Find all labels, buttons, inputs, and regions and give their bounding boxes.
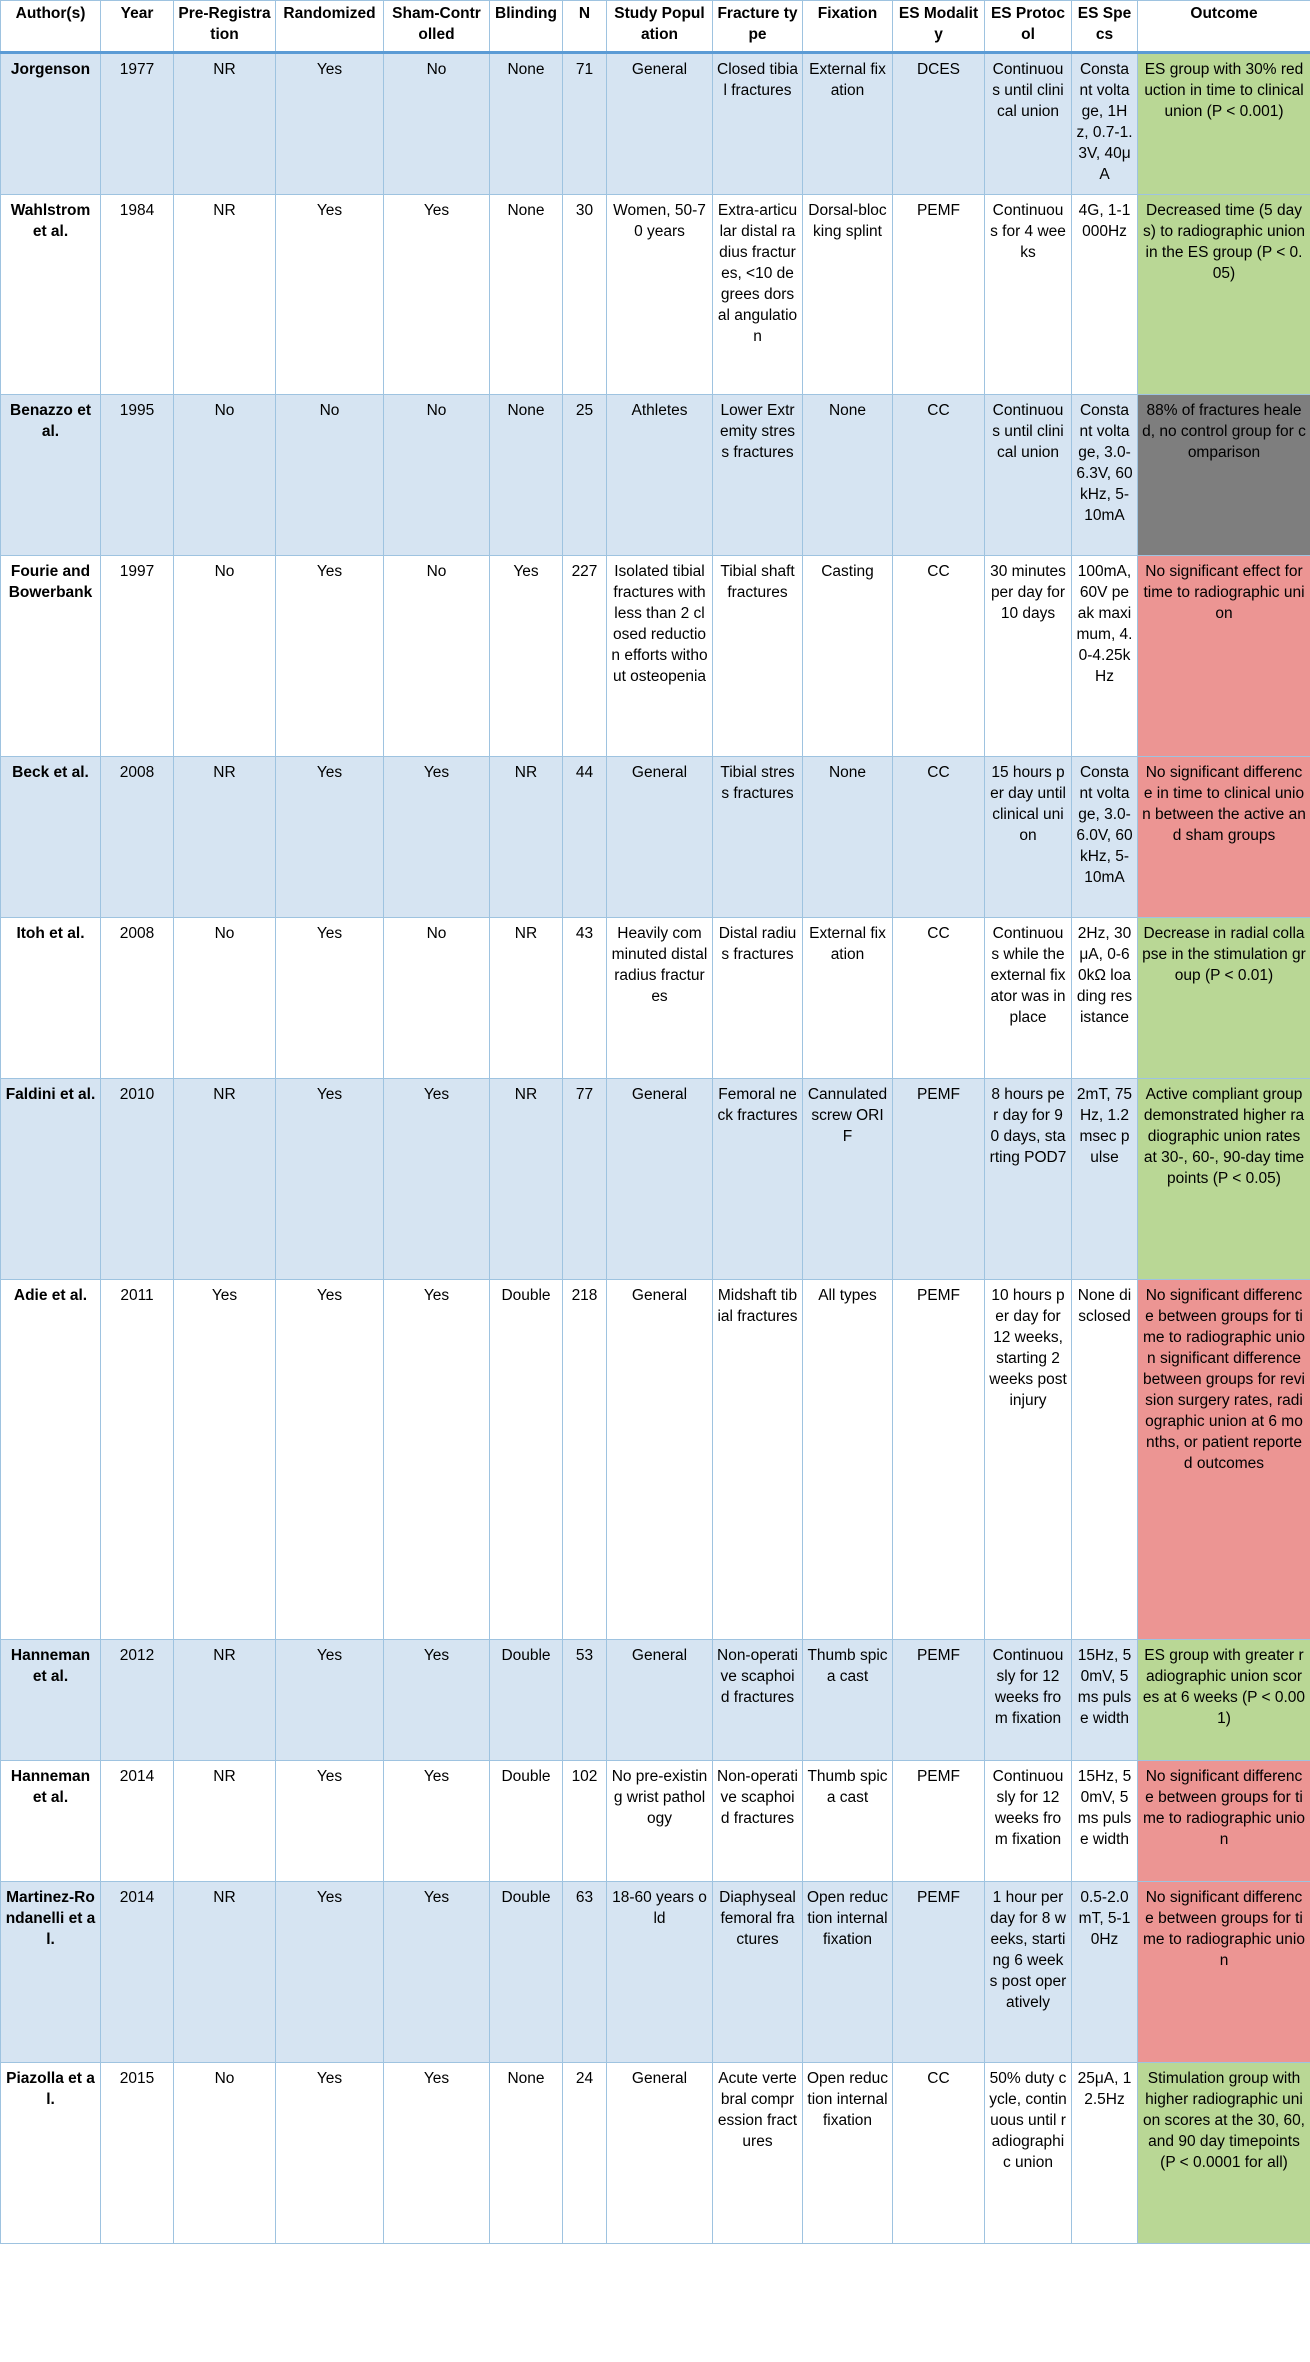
blinding-cell: None [490, 195, 563, 395]
table-row [1, 556, 1310, 757]
fracture-type-cell: Tibial stress fractures [713, 757, 803, 918]
author-cell: Hanneman et al. [1, 1761, 101, 1882]
header-fixation: Fixation [803, 1, 893, 53]
es-specs-cell: 15Hz, 50mV, 5ms pulse width [1072, 1761, 1138, 1882]
study-population-cell: General [607, 53, 713, 195]
pre-registration-cell: No [174, 395, 276, 556]
outcome-cell: No significant difference between groups for time to radiographic union [1138, 1882, 1310, 2063]
author-cell: Itoh et al. [1, 918, 101, 1079]
es-modality-cell: CC [893, 757, 985, 918]
table-row [1, 1640, 1310, 1761]
fixation-cell: Open reduction internal fixation [803, 1882, 893, 2063]
randomized-cell: No [276, 395, 384, 556]
header-fracture-type: Fracture type [713, 1, 803, 53]
blinding-cell: NR [490, 1079, 563, 1280]
table-row [1, 395, 1310, 556]
randomized-cell: Yes [276, 556, 384, 757]
es-specs-cell: 100mA, 60V peak maximum, 4.0-4.25kHz [1072, 556, 1138, 757]
n-cell: 25 [563, 395, 607, 556]
fixation-cell: All types [803, 1280, 893, 1640]
n-cell: 77 [563, 1079, 607, 1280]
n-cell: 30 [563, 195, 607, 395]
table-row [1, 1761, 1310, 1882]
es-protocol-cell: 8 hours per day for 90 days, starting POD7 [985, 1079, 1072, 1280]
es-protocol-cell: Continuous until clinical union [985, 395, 1072, 556]
fracture-type-cell: Extra-articular distal radius fractures, <10 degrees dorsal angulation [713, 195, 803, 395]
es-protocol-cell: Continuous while the external fixator was in place [985, 918, 1072, 1079]
es-modality-cell: CC [893, 395, 985, 556]
outcome-cell: Decreased time (5 days) to radiographic union in the ES group (P < 0.05) [1138, 195, 1310, 395]
blinding-cell: Yes [490, 556, 563, 757]
study-population-cell: Athletes [607, 395, 713, 556]
year-cell: 1977 [101, 53, 174, 195]
fracture-type-cell: Non-operative scaphoid fractures [713, 1761, 803, 1882]
randomized-cell: Yes [276, 1640, 384, 1761]
es-protocol-cell: Continuous until clinical union [985, 53, 1072, 195]
study-population-cell: General [607, 2063, 713, 2244]
year-cell: 2008 [101, 918, 174, 1079]
fracture-type-cell: Lower Extremity stress fractures [713, 395, 803, 556]
header-author: Author(s) [1, 1, 101, 53]
n-cell: 102 [563, 1761, 607, 1882]
es-protocol-cell: 10 hours per day for 12 weeks, starting 2 weeks post injury [985, 1280, 1072, 1640]
blinding-cell: Double [490, 1761, 563, 1882]
fixation-cell: Casting [803, 556, 893, 757]
header-es-modality: ES Modality [893, 1, 985, 53]
pre-registration-cell: No [174, 918, 276, 1079]
sham-controlled-cell: Yes [384, 195, 490, 395]
sham-controlled-cell: Yes [384, 2063, 490, 2244]
sham-controlled-cell: No [384, 918, 490, 1079]
blinding-cell: NR [490, 918, 563, 1079]
es-protocol-cell: Continuously for 12 weeks from fixation [985, 1640, 1072, 1761]
fixation-cell: Open reduction internal fixation [803, 2063, 893, 2244]
author-cell: Jorgenson [1, 53, 101, 195]
pre-registration-cell: No [174, 556, 276, 757]
es-specs-cell: 0.5-2.0mT, 5-10Hz [1072, 1882, 1138, 2063]
es-specs-cell: 2Hz, 30μA, 0-60kΩ loading resistance [1072, 918, 1138, 1079]
randomized-cell: Yes [276, 1079, 384, 1280]
blinding-cell: NR [490, 757, 563, 918]
year-cell: 1995 [101, 395, 174, 556]
fracture-type-cell: Distal radius fractures [713, 918, 803, 1079]
randomized-cell: Yes [276, 2063, 384, 2244]
header-es-specs: ES Specs [1072, 1, 1138, 53]
blinding-cell: None [490, 53, 563, 195]
es-protocol-cell: 1 hour per day for 8 weeks, starting 6 weeks post operatively [985, 1882, 1072, 2063]
author-cell: Hanneman et al. [1, 1640, 101, 1761]
table-row [1, 1280, 1310, 1640]
outcome-cell: Decrease in radial collapse in the stimulation group (P < 0.01) [1138, 918, 1310, 1079]
es-modality-cell: CC [893, 2063, 985, 2244]
pre-registration-cell: NR [174, 1079, 276, 1280]
pre-registration-cell: NR [174, 757, 276, 918]
header-es-protocol: ES Protocol [985, 1, 1072, 53]
table-row [1, 918, 1310, 1079]
header-outcome: Outcome [1138, 1, 1310, 53]
fracture-type-cell: Midshaft tibial fractures [713, 1280, 803, 1640]
fixation-cell: None [803, 757, 893, 918]
es-protocol-cell: 30 minutes per day for 10 days [985, 556, 1072, 757]
randomized-cell: Yes [276, 195, 384, 395]
pre-registration-cell: NR [174, 1640, 276, 1761]
outcome-cell: No significant difference between groups for time to radiographic union [1138, 1761, 1310, 1882]
sham-controlled-cell: Yes [384, 1761, 490, 1882]
n-cell: 63 [563, 1882, 607, 2063]
header-study-population: Study Population [607, 1, 713, 53]
fixation-cell: Cannulated screw ORIF [803, 1079, 893, 1280]
randomized-cell: Yes [276, 918, 384, 1079]
es-specs-cell: Constant voltage, 3.0-6.3V, 60kHz, 5-10mA [1072, 395, 1138, 556]
study-population-cell: General [607, 1640, 713, 1761]
blinding-cell: Double [490, 1882, 563, 2063]
year-cell: 2011 [101, 1280, 174, 1640]
author-cell: Benazzo et al. [1, 395, 101, 556]
es-specs-cell: 2mT, 75Hz, 1.2msec pulse [1072, 1079, 1138, 1280]
sham-controlled-cell: Yes [384, 1640, 490, 1761]
fixation-cell: External fixation [803, 918, 893, 1079]
es-protocol-cell: 50% duty cycle, continuous until radiographic union [985, 2063, 1072, 2244]
table-body [1, 53, 1310, 2244]
n-cell: 44 [563, 757, 607, 918]
outcome-cell: Active compliant group demonstrated higher radiographic union rates at 30-, 60-, 90-day timepoints (P < 0.05) [1138, 1079, 1310, 1280]
n-cell: 71 [563, 53, 607, 195]
table-row [1, 2063, 1310, 2244]
blinding-cell: Double [490, 1640, 563, 1761]
randomized-cell: Yes [276, 53, 384, 195]
randomized-cell: Yes [276, 1280, 384, 1640]
header-pre-registration: Pre-Registration [174, 1, 276, 53]
year-cell: 2008 [101, 757, 174, 918]
year-cell: 1997 [101, 556, 174, 757]
study-population-cell: 18-60 years old [607, 1882, 713, 2063]
year-cell: 1984 [101, 195, 174, 395]
study-population-cell: Isolated tibial fractures with less than 2 closed reduction efforts without osteopenia [607, 556, 713, 757]
fracture-type-cell: Closed tibial fractures [713, 53, 803, 195]
study-population-cell: Women, 50-70 years [607, 195, 713, 395]
n-cell: 218 [563, 1280, 607, 1640]
header-year: Year [101, 1, 174, 53]
es-modality-cell: PEMF [893, 1280, 985, 1640]
header-blinding: Blinding [490, 1, 563, 53]
fracture-type-cell: Non-operative scaphoid fractures [713, 1640, 803, 1761]
pre-registration-cell: NR [174, 1761, 276, 1882]
blinding-cell: None [490, 2063, 563, 2244]
randomized-cell: Yes [276, 757, 384, 918]
header-sham-controlled: Sham-Controlled [384, 1, 490, 53]
fixation-cell: Thumb spica cast [803, 1761, 893, 1882]
es-modality-cell: DCES [893, 53, 985, 195]
header-randomized: Randomized [276, 1, 384, 53]
header-n: N [563, 1, 607, 53]
es-specs-cell: Constant voltage, 1Hz, 0.7-1.3V, 40μA [1072, 53, 1138, 195]
es-specs-cell: 4G, 1-1000Hz [1072, 195, 1138, 395]
author-cell: Beck et al. [1, 757, 101, 918]
fixation-cell: Dorsal-blocking splint [803, 195, 893, 395]
sham-controlled-cell: No [384, 53, 490, 195]
n-cell: 53 [563, 1640, 607, 1761]
sham-controlled-cell: No [384, 395, 490, 556]
author-cell: Faldini et al. [1, 1079, 101, 1280]
table-row [1, 53, 1310, 195]
fixation-cell: None [803, 395, 893, 556]
fracture-type-cell: Acute vertebral compression fractures [713, 2063, 803, 2244]
es-modality-cell: PEMF [893, 1882, 985, 2063]
fixation-cell: External fixation [803, 53, 893, 195]
author-cell: Fourie and Bowerbank [1, 556, 101, 757]
year-cell: 2015 [101, 2063, 174, 2244]
es-specs-cell: 15Hz, 50mV, 5ms pulse width [1072, 1640, 1138, 1761]
study-population-cell: General [607, 1079, 713, 1280]
table-row [1, 195, 1310, 395]
study-population-cell: No pre-existing wrist pathology [607, 1761, 713, 1882]
year-cell: 2010 [101, 1079, 174, 1280]
outcome-cell: ES group with 30% reduction in time to clinical union (P < 0.001) [1138, 53, 1310, 195]
es-specs-cell: 25μA, 12.5Hz [1072, 2063, 1138, 2244]
year-cell: 2014 [101, 1761, 174, 1882]
blinding-cell: None [490, 395, 563, 556]
fracture-type-cell: Diaphyseal femoral fractures [713, 1882, 803, 2063]
outcome-cell: No significant difference in time to clinical union between the active and sham groups [1138, 757, 1310, 918]
fixation-cell: Thumb spica cast [803, 1640, 893, 1761]
pre-registration-cell: NR [174, 53, 276, 195]
outcome-cell: No significant difference between groups for time to radiographic union significant difference between groups for revision surgery rates, radiographic union at 6 months, or patient reported outcomes [1138, 1280, 1310, 1640]
author-cell: Wahlstrom et al. [1, 195, 101, 395]
es-specs-cell: None disclosed [1072, 1280, 1138, 1640]
es-modality-cell: PEMF [893, 1640, 985, 1761]
author-cell: Piazolla et al. [1, 2063, 101, 2244]
fracture-type-cell: Tibial shaft fractures [713, 556, 803, 757]
es-modality-cell: CC [893, 556, 985, 757]
pre-registration-cell: NR [174, 1882, 276, 2063]
outcome-cell: 88% of fractures healed, no control group for comparison [1138, 395, 1310, 556]
table-row [1, 1882, 1310, 2063]
es-protocol-cell: 15 hours per day until clinical union [985, 757, 1072, 918]
year-cell: 2014 [101, 1882, 174, 2063]
header-row [1, 1, 1310, 53]
es-modality-cell: PEMF [893, 1761, 985, 1882]
es-modality-cell: PEMF [893, 195, 985, 395]
randomized-cell: Yes [276, 1761, 384, 1882]
n-cell: 43 [563, 918, 607, 1079]
es-modality-cell: CC [893, 918, 985, 1079]
sham-controlled-cell: Yes [384, 1882, 490, 2063]
table-row [1, 757, 1310, 918]
es-protocol-cell: Continuous for 4 weeks [985, 195, 1072, 395]
author-cell: Martinez-Rondanelli et al. [1, 1882, 101, 2063]
n-cell: 227 [563, 556, 607, 757]
sham-controlled-cell: No [384, 556, 490, 757]
outcome-cell: Stimulation group with higher radiographic union scores at the 30, 60, and 90 day timepoints (P < 0.0001 for all) [1138, 2063, 1310, 2244]
sham-controlled-cell: Yes [384, 1280, 490, 1640]
es-specs-cell: Constant voltage, 3.0-6.0V, 60kHz, 5-10mA [1072, 757, 1138, 918]
outcome-cell: No significant effect for time to radiographic union [1138, 556, 1310, 757]
n-cell: 24 [563, 2063, 607, 2244]
author-cell: Adie et al. [1, 1280, 101, 1640]
blinding-cell: Double [490, 1280, 563, 1640]
year-cell: 2012 [101, 1640, 174, 1761]
pre-registration-cell: NR [174, 195, 276, 395]
sham-controlled-cell: Yes [384, 757, 490, 918]
study-population-cell: General [607, 1280, 713, 1640]
sham-controlled-cell: Yes [384, 1079, 490, 1280]
es-protocol-cell: Continuously for 12 weeks from fixation [985, 1761, 1072, 1882]
table-row [1, 1079, 1310, 1280]
pre-registration-cell: Yes [174, 1280, 276, 1640]
study-population-cell: Heavily comminuted distal radius fractures [607, 918, 713, 1079]
study-population-cell: General [607, 757, 713, 918]
outcome-cell: ES group with greater radiographic union scores at 6 weeks (P < 0.001) [1138, 1640, 1310, 1761]
pre-registration-cell: No [174, 2063, 276, 2244]
randomized-cell: Yes [276, 1882, 384, 2063]
es-modality-cell: PEMF [893, 1079, 985, 1280]
fracture-type-cell: Femoral neck fractures [713, 1079, 803, 1280]
